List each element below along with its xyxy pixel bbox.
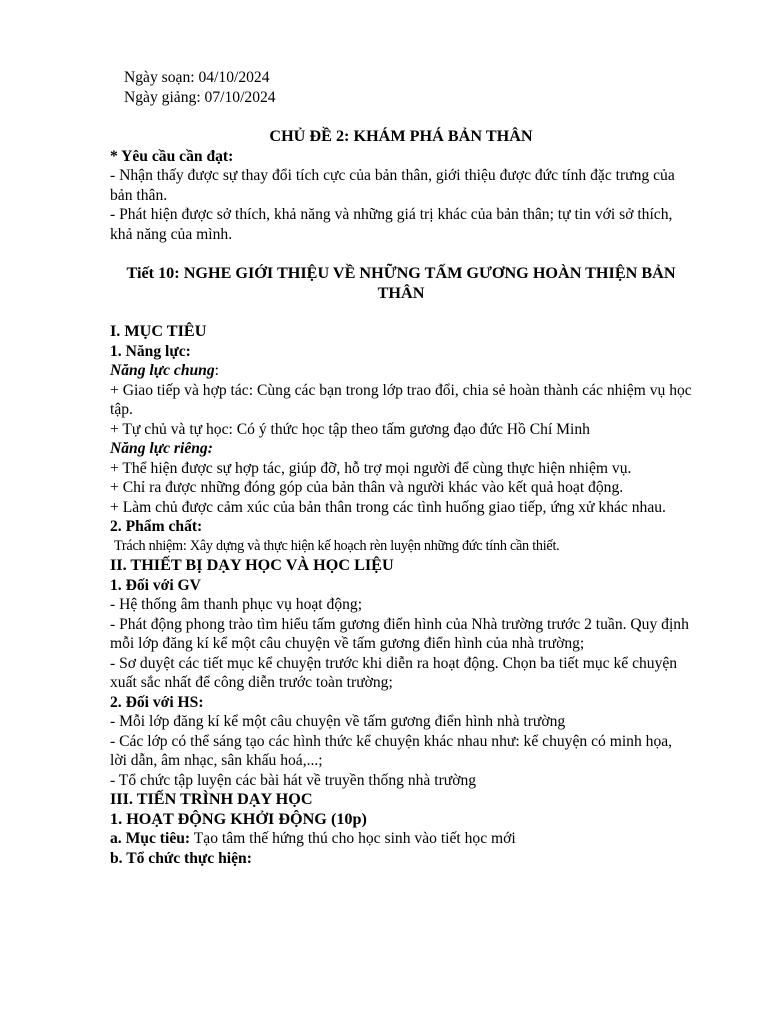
activity-objective: a. Mục tiêu: Tạo tâm thế hứng thú cho học sinh vào tiết học mới bbox=[110, 830, 516, 847]
student-heading: 2. Đối với HS: bbox=[110, 693, 204, 711]
general-competence-item: + Tự chủ và tự học: Có ý thức học tập theo tấm gương đạo đức Hồ Chí Minh bbox=[110, 420, 590, 438]
student-item: - Mỗi lớp đăng kí kể một câu chuyện về tấm gương điển hình nhà trường bbox=[110, 713, 566, 730]
date-prepared: Ngày soạn: 04/10/2024 bbox=[124, 69, 270, 86]
section-heading-process: III. TIẾN TRÌNH DẠY HỌC bbox=[110, 790, 313, 808]
requirement-item: - Nhận thấy được sự thay đổi tích cực của bản thân, giới thiệu được đức tính đặc trưng của bản thân. bbox=[110, 167, 675, 204]
requirement-item: - Phát hiện được sở thích, khả năng và những giá trị khác của bản thân; tự tin với sở thích, khả năng của mình. bbox=[110, 206, 673, 243]
specific-competence-label: Năng lực riêng: bbox=[110, 440, 213, 457]
teacher-item: - Phát động phong trào tìm hiểu tấm gương điển hình của Nhà trường trước 2 tuần. Quy định mỗi lớp đăng kí kể một câu chuyện về tấm gương điển hình của nhà trường; bbox=[110, 615, 689, 652]
specific-competence-item: + Thể hiện được sự hợp tác, giúp đỡ, hỗ trợ mọi người để cùng thực hiện nhiệm vụ. bbox=[110, 459, 632, 477]
student-item: - Các lớp có thể sáng tạo các hình thức kể chuyện khác nhau như: kể chuyện có minh họa, lời dẫn, âm nhạc, sân khấu hoá,...; bbox=[110, 732, 673, 769]
specific-competence-item: + Làm chủ được cảm xúc của bản thân trong các tình huống giao tiếp, ứng xử khác nhau. bbox=[110, 498, 666, 516]
teacher-heading: 1. Đối với GV bbox=[110, 576, 201, 594]
teacher-item: - Hệ thống âm thanh phục vụ hoạt động; bbox=[110, 596, 363, 613]
activity-organization-label: b. Tổ chức thực hiện: bbox=[110, 849, 252, 867]
section-heading-objectives: I. MỤC TIÊU bbox=[110, 322, 207, 340]
quality-text: Trách nhiệm: Xây dựng và thực hiện kế hoạch rèn luyện những đức tính cần thiết. bbox=[114, 537, 560, 554]
lesson-title: Tiết 10: NGHE GIỚI THIỆU VỀ NHỮNG TẤM GƯƠNG HOÀN THIỆN BẢN THÂN bbox=[126, 264, 676, 302]
requirements-heading: * Yêu cầu cần đạt: bbox=[110, 147, 234, 165]
quality-heading: 2. Phẩm chất: bbox=[110, 518, 203, 535]
specific-competence-item: + Chỉ ra được những đóng góp của bản thân và người khác vào kết quả hoạt động. bbox=[110, 479, 624, 496]
general-competence-item: + Giao tiếp và hợp tác: Cùng các bạn trong lớp trao đổi, chia sẻ hoàn thành các nhiệm vụ học tập. bbox=[110, 381, 692, 418]
activity-heading: 1. HOẠT ĐỘNG KHỞI ĐỘNG (10p) bbox=[110, 809, 367, 828]
date-taught: Ngày giảng: 07/10/2024 bbox=[124, 88, 276, 106]
general-competence-label: Năng lực chung: bbox=[110, 362, 220, 379]
competence-heading: 1. Năng lực: bbox=[110, 342, 191, 360]
topic-title: CHỦ ĐỀ 2: KHÁM PHÁ BẢN THÂN bbox=[269, 127, 533, 145]
teacher-item: - Sơ duyệt các tiết mục kể chuyện trước khi diễn ra hoạt động. Chọn ba tiết mục kể chuyện xuất sắc nhất để công diễn trước toàn trường; bbox=[110, 654, 678, 691]
student-item: - Tổ chức tập luyện các bài hát về truyền thống nhà trường bbox=[110, 771, 477, 789]
section-heading-equipment: II. THIẾT BỊ DẠY HỌC VÀ HỌC LIỆU bbox=[110, 556, 394, 574]
